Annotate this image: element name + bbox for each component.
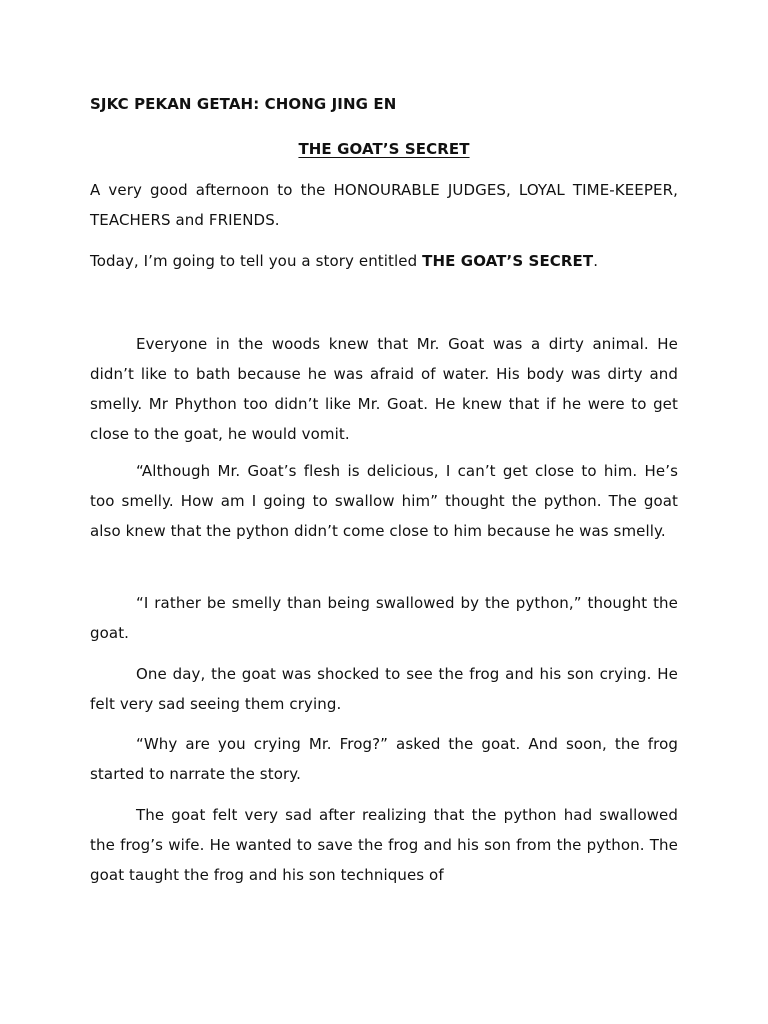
school-name-heading: SJKC PEKAN GETAH: CHONG JING EN xyxy=(90,95,397,113)
story-title: THE GOAT’S SECRET xyxy=(298,140,470,158)
intro-paragraph xyxy=(90,246,678,276)
story-paragraph-5: “Why are you crying Mr. Frog?” asked the goat. And soon, the frog started to narrate the story. xyxy=(90,735,678,783)
greeting-paragraph: A very good afternoon to the HONOURABLE JUDGES, LOYAL TIME-KEEPER, TEACHERS and FRIENDS. xyxy=(90,181,678,229)
document-page xyxy=(90,0,678,1024)
intro-prefix: Today, I’m going to tell you a story entitled xyxy=(90,252,423,270)
story-paragraph-1: Everyone in the woods knew that Mr. Goat was a dirty animal. He didn’t like to bath because he was afraid of water. His body was dirty and smelly. Mr Phython too didn’t like Mr. Goat. He knew that if he were to get close to the goat, he would vomit. xyxy=(90,335,678,443)
story-paragraph-2: “Although Mr. Goat’s flesh is delicious, I can’t get close to him. He’s too smelly. How am I going to swallow him” thought the python. The goat also knew that the python didn’t come close to him because he was smelly. xyxy=(90,462,678,540)
intro-suffix: . xyxy=(593,252,599,270)
intro-story-title: THE GOAT’S SECRET xyxy=(422,252,594,270)
story-paragraph-6: The goat felt very sad after realizing that the python had swallowed the frog’s wife. He wanted to save the frog and his son from the python. The goat taught the frog and his son techniques of xyxy=(90,806,678,884)
story-paragraph-4: One day, the goat was shocked to see the frog and his son crying. He felt very sad seeing them crying. xyxy=(90,665,678,713)
story-paragraph-3: “I rather be smelly than being swallowed by the python,” thought the goat. xyxy=(90,594,678,642)
